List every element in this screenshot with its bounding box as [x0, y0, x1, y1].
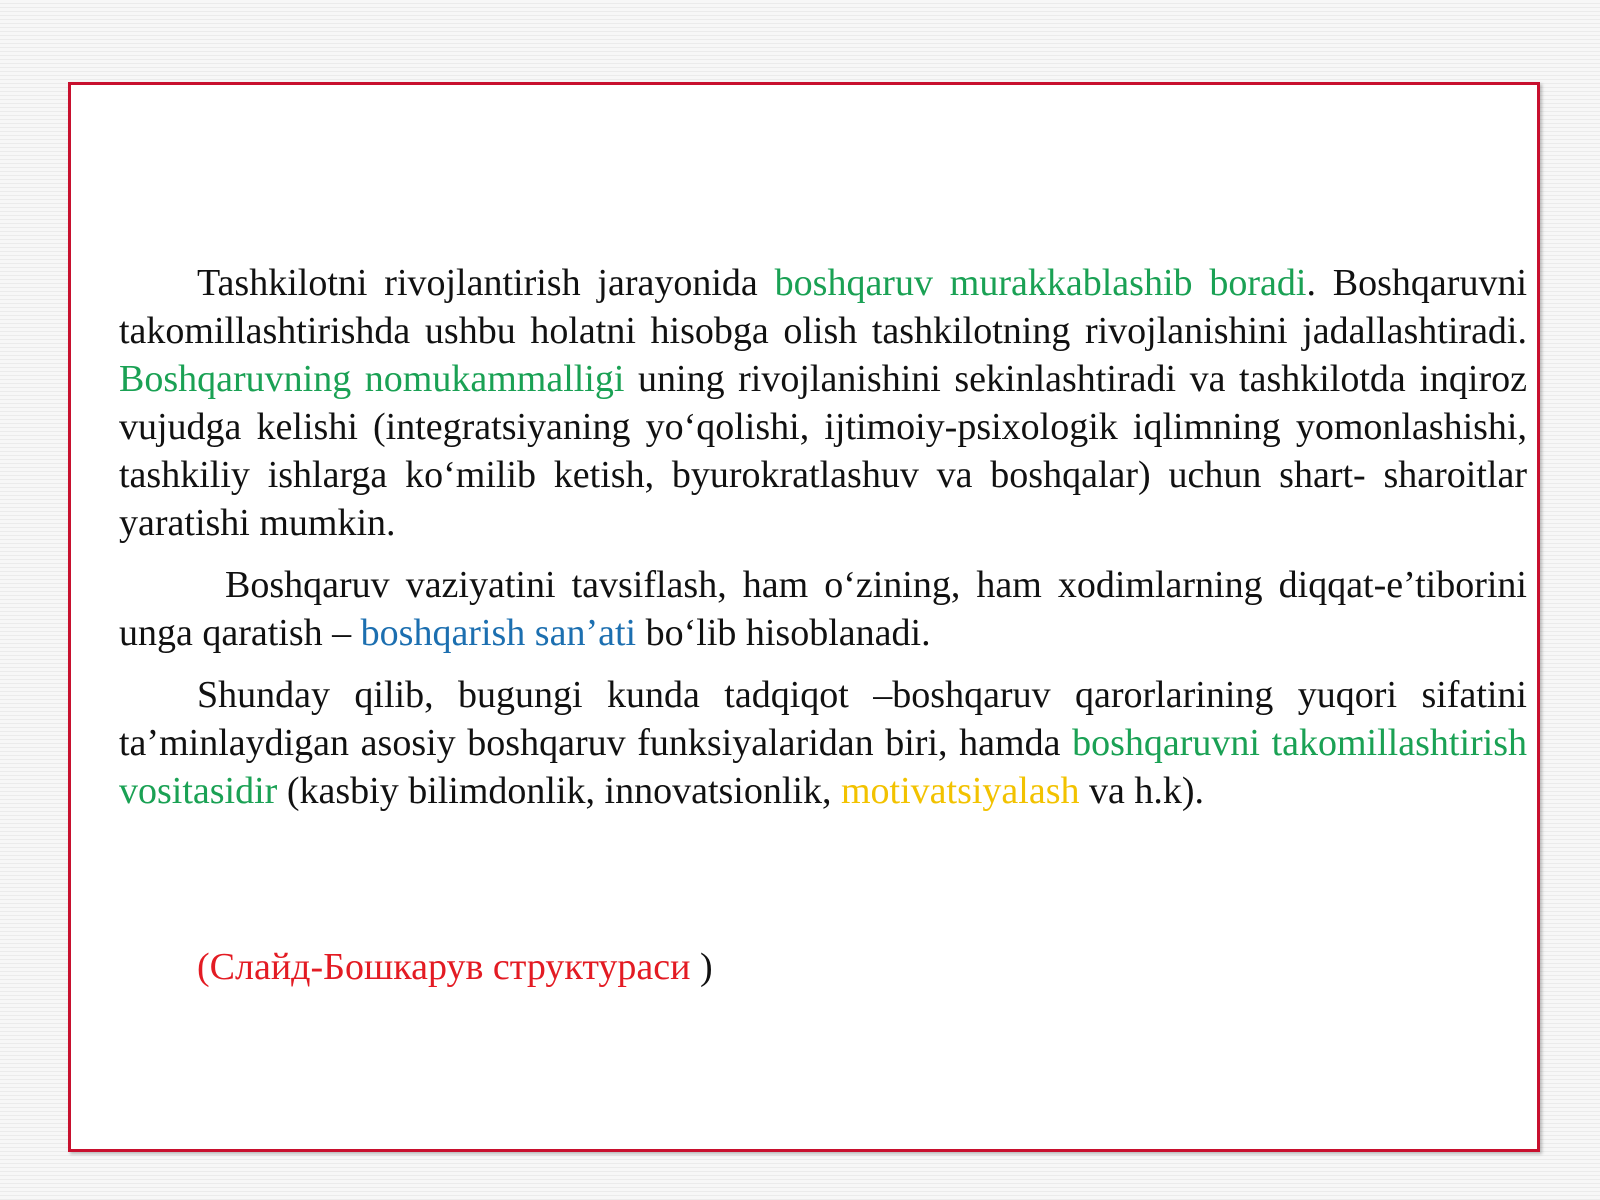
highlight-yellow: motivatsiyalash — [840, 770, 1080, 812]
slide-frame — [68, 82, 1540, 1152]
paragraph-3 — [119, 671, 1527, 815]
slide-reference-caption — [197, 943, 713, 991]
slide-text-body — [119, 259, 1527, 815]
text-segment: uning rivojlanishini sekinlashtiradi va tashkilotda inqiroz vujudga kelishi (integratsiyaning yo‘qolishi, ijtimoiy-psixologik iqlimning yomonlashishi, tashkiliy ishlarga ko‘milib ketish, byurokratlashuv va boshqalar) uchun shart- sharoitlar yaratishi mumkin. — [119, 358, 1527, 544]
highlight-green: boshqaruv murakkablashib boradi — [774, 262, 1307, 304]
highlight-green: Boshqaruvning nomukammalligi — [119, 358, 625, 400]
text-segment: . Boshqaruvni takomillashtirishda ushbu holatni hisobga olish tashkilotning rivojlanishini jadallashtiradi. — [119, 262, 1528, 352]
highlight-blue: boshqarish san’ati — [360, 612, 637, 654]
text-segment: va h.k). — [1079, 770, 1205, 812]
text-segment: (kasbiy bilimdonlik, innovatsionlik, — [277, 770, 841, 812]
text-segment: bo‘lib hisoblanadi. — [636, 612, 931, 654]
slide-reference-closing: ) — [690, 946, 713, 988]
highlight-green: boshqaruvni takomillashtirish vositasidir — [119, 722, 1527, 812]
slide-reference-text: (Слайд-Бошкарув структураси — [197, 946, 691, 988]
text-segment: Shunday qilib, bugungi kunda tadqiqot –boshqaruv qarorlarining yuqori sifatini ta’minlaydigan asosiy boshqaruv funksiyalaridan biri, hamda — [119, 674, 1527, 764]
text-segment: Tashkilotni rivojlantirish jarayonida — [197, 262, 775, 304]
paragraph-1 — [119, 259, 1527, 547]
text-segment: Boshqaruv vaziyatini tavsiflash, ham o‘zining, ham xodimlarning diqqat-e’tiborini unga qaratish – — [119, 564, 1527, 654]
paragraph-2 — [119, 561, 1527, 657]
